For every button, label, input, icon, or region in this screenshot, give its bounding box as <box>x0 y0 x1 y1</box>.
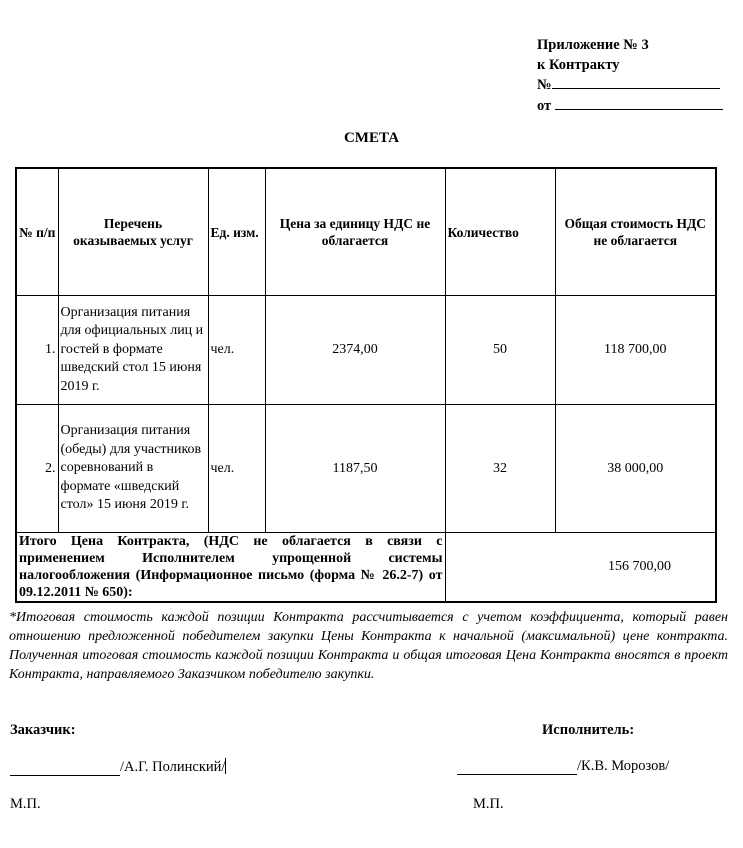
contractor-title: Исполнитель: <box>542 722 635 738</box>
customer-signature-line <box>10 758 226 776</box>
row-qty: 32 <box>445 405 555 533</box>
contractor-signature-blank <box>457 758 577 775</box>
total-label: Итого Цена Контракта, (НДС не облагается в связи с применением Исполнителем упрощенной системы налогообложения (Информационное письмо (форма № 26.2-7) от 09.12.2011 № 650): <box>16 533 445 603</box>
appendix-contract-number <box>537 75 737 96</box>
number-prefix: № <box>537 77 552 93</box>
contractor-name: /К.В. Морозов/ <box>577 758 670 774</box>
document-title: СМЕТА <box>343 130 400 146</box>
number-blank-line <box>552 75 720 89</box>
estimate-table <box>15 167 717 603</box>
appendix-contract-date <box>537 96 737 117</box>
customer-stamp: М.П. <box>10 796 41 812</box>
row-num: 1. <box>16 296 58 405</box>
appendix-block <box>537 36 737 116</box>
row-name: Организация питания (обеды) для участников соревнований в формате «шведский стол» 15 июня 2019 г. <box>58 405 208 533</box>
row-unit: чел. <box>208 296 265 405</box>
row-name: Организация питания для официальных лиц и гостей в формате шведский стол 15 июня 2019 г. <box>58 296 208 405</box>
row-num: 2. <box>16 405 58 533</box>
row-sum: 38 000,00 <box>555 405 716 533</box>
table-header-row <box>16 168 716 296</box>
date-blank-line <box>555 96 723 110</box>
date-prefix: от <box>537 97 552 114</box>
contractor-stamp: М.П. <box>473 796 504 812</box>
appendix-contract: к Контракту <box>537 56 620 73</box>
footnote: *Итоговая стоимость каждой позиции Контракта рассчитывается с учетом коэффициента, который равен отношению предложенной победителем закупки Цены Контракта к начальной (максимальной) цене контракта. Полученная итоговая стоимость каждой позиции Контракта и общая итоговая Цена Контракта вносятся в проект Контракта, направляемого Заказчиком победителю закупки. <box>9 610 728 682</box>
text-cursor-icon <box>225 758 226 774</box>
header-sum: Общая стоимость НДС не облагается <box>555 168 716 296</box>
contractor-signature-line <box>457 758 669 775</box>
header-qty: Количество <box>445 168 555 296</box>
header-num: № п/п <box>16 168 58 296</box>
row-price: 1187,50 <box>265 405 445 533</box>
customer-title: Заказчик: <box>10 722 76 738</box>
table-row <box>16 296 716 405</box>
customer-name: /А.Г. Полинский/ <box>120 759 226 775</box>
table-total-row <box>16 533 716 603</box>
row-unit: чел. <box>208 405 265 533</box>
header-price: Цена за единицу НДС не облагается <box>265 168 445 296</box>
row-price: 2374,00 <box>265 296 445 405</box>
header-name: Перечень оказываемых услуг <box>58 168 208 296</box>
table-row <box>16 405 716 533</box>
row-sum: 118 700,00 <box>555 296 716 405</box>
header-unit: Ед. изм. <box>208 168 265 296</box>
row-qty: 50 <box>445 296 555 405</box>
customer-signature-blank <box>10 759 120 776</box>
appendix-number: Приложение № 3 <box>537 37 649 53</box>
total-value: 156 700,00 <box>445 533 716 603</box>
